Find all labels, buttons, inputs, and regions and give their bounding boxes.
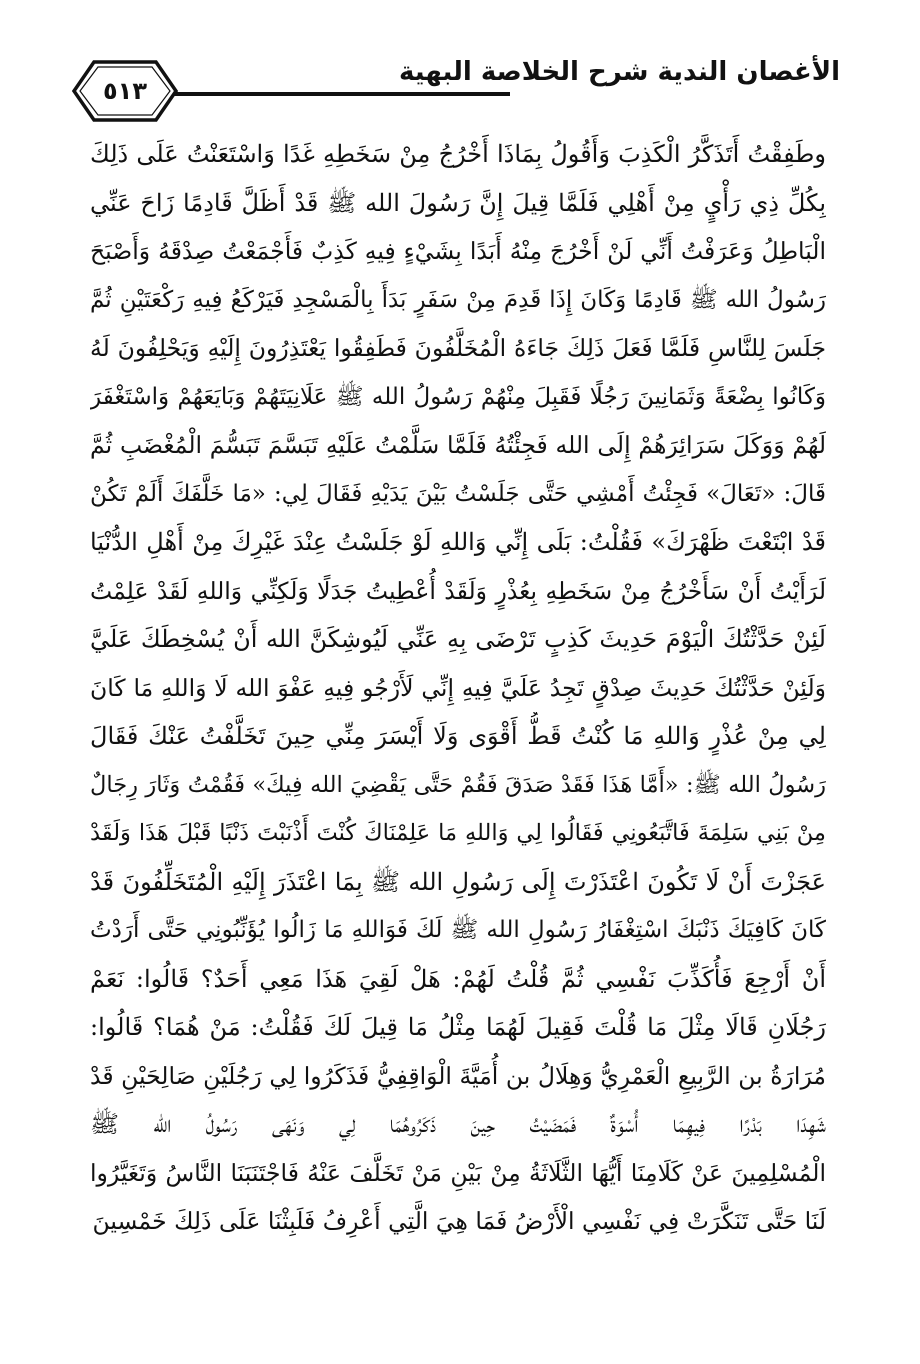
text-line: وطَفِقْتُ أَتَذَكَّرُ الْكَذِبَ وَأَقُولُ بِمَاذَا أَخْرُجُ مِنْ سَخَطِهِ غَدًا وَاسْتَعَنْتُ عَلَى ذَلِكَ — [90, 140, 826, 168]
running-title: الأغصان الندية شرح الخلاصة البهية — [398, 57, 840, 87]
header-rule — [170, 92, 510, 96]
text-line: الْمُسْلِمِينَ عَنْ كَلَامِنَا أَيُّهَا الثَّلَاثَةُ مِنْ بَيْنِ مَنْ تَخَلَّفَ عَنْهُ فَاجْتَنَبَنَا النَّاسُ وَتَغَيَّرُوا — [90, 1158, 826, 1187]
text-line: رَسُولُ الله ﷺ قَادِمًا وَكَانَ إِذَا قَدِمَ مِنْ سَفَرٍ بَدَأَ بِالْمَسْجِدِ فَيَرْكَعُ فِيهِ رَكْعَتَيْنِ ثُمَّ — [90, 286, 826, 313]
text-line: لَنَا حَتَّى تَنَكَّرَتْ فِي نَفْسِي الْأَرْضُ فَمَا هِيَ الَّتِي أَعْرِفُ فَلَبِثْنَا عَلَى ذَلِكَ خَمْسِينَ — [92, 1207, 826, 1235]
text-line: أَنْ أَرْجِعَ فَأُكَذِّبَ نَفْسِي ثُمَّ قُلْتُ لَهُمْ: هَلْ لَقِيَ هَذَا مَعِي أَحَدٌ؟ قَالُوا: نَعَمْ — [90, 964, 826, 993]
text-line: بِكُلِّ ذِي رَأْيٍ مِنْ أَهْلِي فَلَمَّا قِيلَ إِنَّ رَسُولَ الله ﷺ قَدْ أَظَلَّ قَادِمًا زَاحَ عَنِّي — [90, 188, 826, 217]
body-text — [90, 130, 826, 1246]
text-line: كَانَ كَافِيَكَ ذَنْبَكَ اسْتِغْفَارُ رَسُولِ الله ﷺ لَكَ فَوَاللهِ مَا زَالُوا يُؤَنِّبُونِي حَتَّى أَرَدْتُ — [90, 917, 826, 943]
text-line: لَئِنْ حَدَّثْتُكَ الْيَوْمَ حَدِيثَ كَذِبٍ تَرْضَى بِهِ عَنِّي لَيُوشِكَنَّ الله أَنْ يُسْخِطَكَ عَلَيَّ — [90, 625, 826, 653]
text-line: رَسُولُ الله ﷺ: «أَمَّا هَذَا فَقَدْ صَدَقَ فَقُمْ حَتَّى يَقْضِيَ الله فِيكَ» فَقُمْتُ وَثَارَ رِجَالٌ — [90, 771, 826, 798]
text-line: جَلَسَ لِلنَّاسِ فَلَمَّا فَعَلَ ذَلِكَ جَاءَهُ الْمُخَلَّفُونَ فَطَفِقُوا يَعْتَذِرُونَ إِلَيْهِ وَيَحْلِفُونَ لَهُ — [90, 334, 826, 362]
page-number-frame — [70, 56, 180, 126]
text-line: شَهِدَا بَدْرًا فِيهِمَا أُسْوَةٌ فَمَضَيْتُ حِينَ ذَكَرُوهُمَا لِي وَنَهَى رَسُولُ الله ﷺ — [90, 1110, 826, 1138]
text-line: عَجَزْتَ أَنْ لَا تَكُونَ اعْتَذَرْتَ إِلَى رَسُولِ الله ﷺ بِمَا اعْتَذَرَ إِلَيْهِ الْمُتَخَلِّفُونَ قَدْ — [90, 867, 826, 896]
page-number: ٥١٣ — [103, 77, 147, 105]
text-line: رَجُلَانِ قَالَا مِثْلَ مَا قُلْتَ فَقِيلَ لَهُمَا مِثْلُ مَا قِيلَ لَكَ فَقُلْتُ: مَنْ هُمَا؟ قَالُوا: — [90, 1013, 826, 1041]
page-header — [70, 40, 840, 120]
text-line: وَكَانُوا بِضْعَةً وَثَمَانِينَ رَجُلًا فَقَبِلَ مِنْهُمْ رَسُولُ الله ﷺ عَلَانِيَتَهُمْ وَبَايَعَهُمْ وَاسْتَغْفَرَ — [90, 383, 826, 410]
text-line: لَرَأَيْتُ أَنْ سَأَخْرُجُ مِنْ سَخَطِهِ بِعُذْرٍ وَلَقَدْ أُعْطِيتُ جَدَلًا وَلَكِنِّي وَاللهِ لَقَدْ عَلِمْتُ — [90, 576, 826, 605]
text-line: الْبَاطِلُ وَعَرَفْتُ أَنِّي لَنْ أَخْرُجَ مِنْهُ أَبَدًا بِشَيْءٍ فِيهِ كَذِبٌ فَأَجْمَعْتُ صِدْقَهُ وَأَصْبَحَ — [90, 237, 826, 265]
text-line: مِنْ بَنِي سَلِمَةَ فَاتَّبَعُونِي فَقَالُوا لِي وَاللهِ مَا عَلِمْنَاكَ كُنْتَ أَذْنَبْتَ ذَنْبًا قَبْلَ هَذَا وَلَقَدْ — [90, 820, 826, 846]
text-line: لِي مِنْ عُذْرٍ وَاللهِ مَا كُنْتُ قَطُّ أَقْوَى وَلَا أَيْسَرَ مِنِّي حِينَ تَخَلَّفْتُ عَنْكَ فَقَالَ — [90, 722, 826, 750]
text-line: مُرَارَةُ بن الرَّبِيعِ الْعَمْرِيُّ وَهِلَالُ بن أُمَيَّةَ الْوَاقِفِيُّ فَذَكَرُوا لِي رَجُلَيْنِ صَالِحَيْنِ قَدْ — [90, 1061, 826, 1090]
text-line: لَهُمْ وَوَكَلَ سَرَائِرَهُمْ إِلَى الله فَجِئْتُهُ فَلَمَّا سَلَّمْتُ عَلَيْهِ تَبَسَّمَ تَبَسُّمَ الْمُغْضَبِ ثُمَّ — [90, 431, 826, 459]
text-line: وَلَئِنْ حَدَّثْتُكَ حَدِيثَ صِدْقٍ تَجِدُ عَلَيَّ فِيهِ إِنِّي لَأَرْجُو فِيهِ عَفْوَ الله لَا وَاللهِ مَا كَانَ — [90, 673, 826, 702]
text-line: قَالَ: «تَعَالَ» فَجِئْتُ أَمْشِي حَتَّى جَلَسْتُ بَيْنَ يَدَيْهِ فَقَالَ لِي: «مَا خَلَّفَكَ أَلَمْ تَكُنْ — [90, 480, 826, 507]
text-line: قَدْ ابْتَعْتَ ظَهْرَكَ» فَقُلْتُ: بَلَى إِنِّي وَاللهِ لَوْ جَلَسْتُ عِنْدَ غَيْرِكَ مِنْ أَهْلِ الدُّنْيَا — [90, 528, 826, 556]
